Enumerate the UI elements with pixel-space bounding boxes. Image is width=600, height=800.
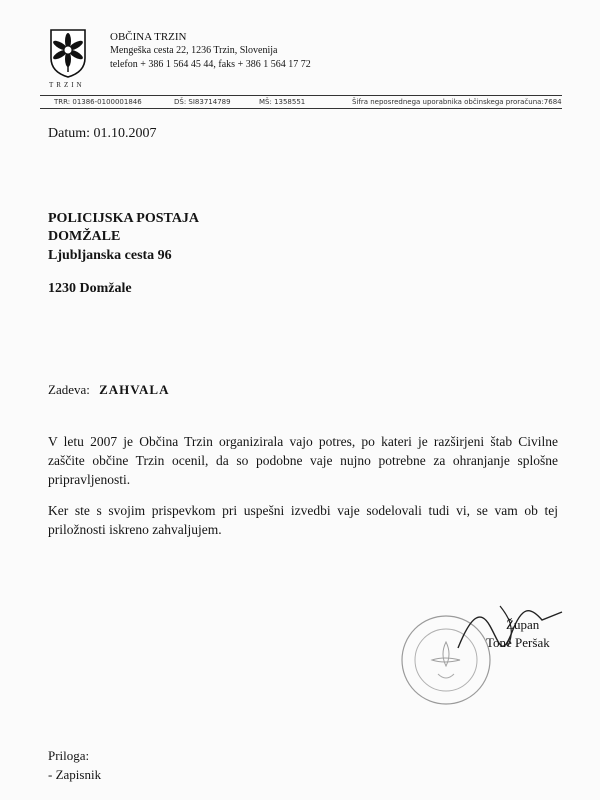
attachments-heading: Priloga: (48, 748, 90, 763)
reg-trr: TRR: 01386-0100001846 (54, 98, 142, 106)
subject-value: ZAHVALA (99, 382, 170, 397)
recipient-line-2: DOMŽALE (48, 229, 121, 244)
subject-label: Zadeva: (48, 382, 90, 397)
org-name: OBČINA TRZIN (110, 31, 187, 43)
reg-sifra: Šifra neposrednega uporabnika občinskega proračuna:7684 (352, 98, 562, 106)
handwritten-signature-icon (450, 598, 570, 668)
municipality-crest-icon (48, 28, 88, 78)
reg-ms: MŠ: 1358551 (259, 98, 306, 106)
signatory-name: Tone Peršak (486, 635, 550, 650)
recipient-postal: 1230 Domžale (48, 281, 132, 296)
letterhead-divider-top (40, 95, 562, 96)
org-address: Mengeška cesta 22, 1236 Trzin, Slovenija (110, 45, 278, 56)
reg-ds: DŠ: SI83714789 (174, 98, 231, 106)
attachment-item: - Zapisnik (48, 767, 102, 782)
body-paragraph-2: Ker ste s svojim prispevkom pri uspešni izvedbi vaje sodelovali tudi vi, se vam ob tej priložnosti iskreno zahvaljujem. (48, 503, 558, 537)
org-contact: telefon + 386 1 564 45 44, faks + 386 1 564 17 72 (110, 59, 311, 70)
body-paragraph-1: V letu 2007 je Občina Trzin organizirala vajo potres, po kateri je razširjeni štab Civilne zaščite občine Trzin ocenil, da so podobne vaje nujno potrebne za ohranjanje splošne pripravljenosti. (48, 434, 558, 487)
letter-date: Datum: 01.10.2007 (48, 126, 157, 141)
subject-line (48, 382, 169, 398)
letterhead-divider-bottom (40, 108, 562, 109)
signatory-title: Župan (506, 617, 540, 632)
letterhead-org (110, 30, 311, 72)
logo-wordmark: TRZIN (49, 81, 85, 89)
recipient-line-3: Ljubljanska cesta 96 (48, 248, 172, 263)
recipient-line-1: POLICIJSKA POSTAJA (48, 211, 200, 226)
